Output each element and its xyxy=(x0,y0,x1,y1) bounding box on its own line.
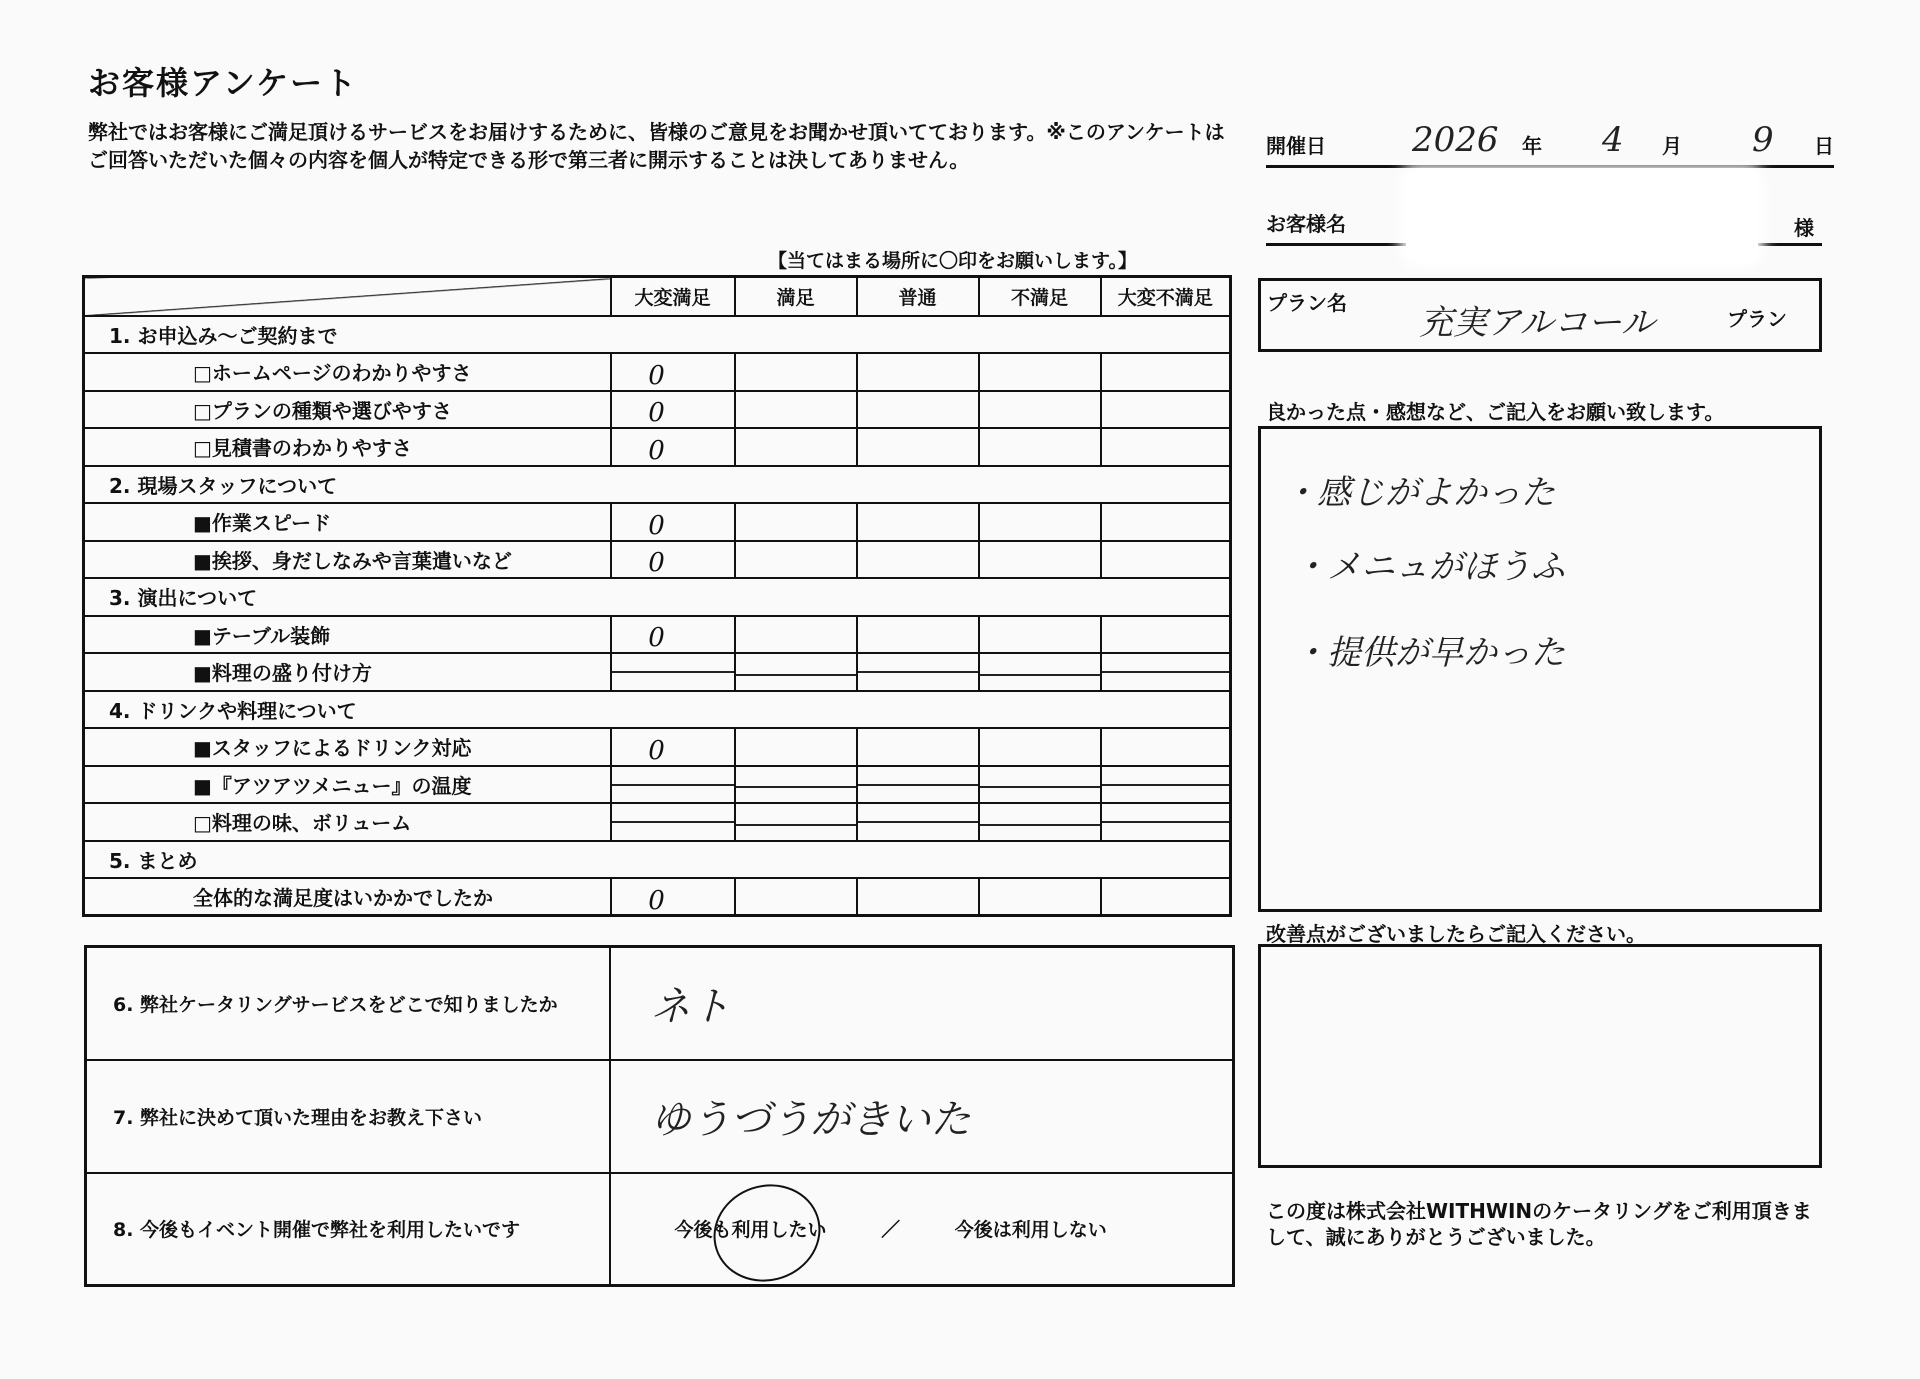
section-title: 3. 演出について xyxy=(84,578,1231,616)
item-label: ■作業スピード xyxy=(84,503,611,541)
rating-cell[interactable] xyxy=(979,766,1101,804)
questions-table xyxy=(84,945,1235,1287)
strike-line xyxy=(1102,671,1230,673)
event-day: 9 xyxy=(1752,120,1774,160)
rating-row xyxy=(84,878,1231,916)
section-title: 5. まとめ xyxy=(84,841,1231,879)
rating-cell[interactable] xyxy=(735,728,857,766)
redaction-block xyxy=(1406,170,1758,262)
event-month: 4 xyxy=(1602,120,1624,160)
column-header: 満足 xyxy=(735,277,857,316)
handwritten-mark: 0 xyxy=(648,735,665,766)
question-row-6 xyxy=(86,947,1234,1060)
rating-cell[interactable] xyxy=(735,766,857,804)
customer-suffix: 様 xyxy=(1794,216,1814,240)
rating-cell[interactable] xyxy=(611,391,735,429)
item-label: □プランの種類や選びやすさ xyxy=(84,391,611,429)
rating-cell[interactable] xyxy=(857,728,979,766)
item-label: ■スタッフによるドリンク対応 xyxy=(84,728,611,766)
plan-box xyxy=(1258,278,1822,352)
item-label: ■『アツアツメニュー』の温度 xyxy=(84,766,611,804)
rating-cell[interactable] xyxy=(611,503,735,541)
rating-cell[interactable] xyxy=(611,728,735,766)
rating-row xyxy=(84,391,1231,429)
survey-title: お客様アンケート xyxy=(88,64,359,102)
rating-cell[interactable] xyxy=(611,353,735,391)
rating-cell[interactable] xyxy=(979,653,1101,691)
month-unit: 月 xyxy=(1662,134,1682,158)
rating-cell[interactable] xyxy=(979,728,1101,766)
rating-cell[interactable] xyxy=(735,878,857,916)
rating-cell[interactable] xyxy=(857,766,979,804)
rating-cell[interactable] xyxy=(1101,728,1231,766)
rating-cell[interactable] xyxy=(735,391,857,429)
rating-row xyxy=(84,728,1231,766)
option-yes[interactable]: 今後も利用したい xyxy=(674,1219,827,1242)
question-label: 8. 今後もイベント開催で弊社を利用したいです xyxy=(86,1173,610,1286)
rating-cell[interactable] xyxy=(857,428,979,466)
plan-value: 充実アルコール xyxy=(1419,303,1655,343)
handwritten-mark: 0 xyxy=(648,548,665,579)
customer-line xyxy=(1266,206,1822,246)
circle-mark xyxy=(700,1171,832,1296)
handwritten-answer: ネト xyxy=(650,983,731,1030)
rating-cell[interactable] xyxy=(857,653,979,691)
rating-cell[interactable] xyxy=(979,391,1101,429)
strike-line xyxy=(858,784,978,786)
instruction-text: 【当てはまる場所に〇印をお願いします。】 xyxy=(768,250,1137,272)
rating-cell[interactable] xyxy=(1101,391,1231,429)
rating-cell[interactable] xyxy=(857,353,979,391)
rating-cell[interactable] xyxy=(735,616,857,654)
strike-line xyxy=(736,824,856,826)
strike-line xyxy=(1102,784,1230,786)
improvements-label: 改善点がございましたらご記入ください。 xyxy=(1266,922,1646,946)
strike-line xyxy=(736,786,856,788)
rating-cell[interactable] xyxy=(611,803,735,841)
rating-cell[interactable] xyxy=(611,541,735,579)
answer-cell xyxy=(610,1173,1234,1286)
rating-cell[interactable] xyxy=(611,428,735,466)
section-row xyxy=(84,578,1231,616)
handwritten-answer: ゆうづうがきいた xyxy=(650,1096,971,1143)
rating-cell[interactable] xyxy=(1101,503,1231,541)
item-label: □料理の味、ボリューム xyxy=(84,803,611,841)
column-header: 普通 xyxy=(857,277,979,316)
answer-cell xyxy=(610,1060,1234,1173)
header-corner xyxy=(84,277,611,316)
rating-row xyxy=(84,503,1231,541)
rating-cell[interactable] xyxy=(1101,616,1231,654)
rating-cell[interactable] xyxy=(979,503,1101,541)
section-title: 4. ドリンクや料理について xyxy=(84,691,1231,729)
rating-cell[interactable] xyxy=(611,616,735,654)
rating-cell[interactable] xyxy=(979,428,1101,466)
option-no[interactable]: 今後は利用しない xyxy=(954,1219,1107,1242)
rating-cell[interactable] xyxy=(1101,766,1231,804)
rating-cell[interactable] xyxy=(979,878,1101,916)
rating-row xyxy=(84,428,1231,466)
good-points-label: 良かった点・感想など、ご記入をお願い致します。 xyxy=(1266,400,1725,424)
day-unit: 日 xyxy=(1814,134,1834,158)
rating-cell[interactable] xyxy=(735,653,857,691)
customer-label: お客様名 xyxy=(1266,212,1346,236)
handwritten-mark: 0 xyxy=(648,435,665,466)
strike-line xyxy=(612,671,734,673)
rating-cell[interactable] xyxy=(857,878,979,916)
handwritten-mark: 0 xyxy=(648,623,665,654)
rating-row xyxy=(84,653,1231,691)
column-header: 不満足 xyxy=(979,277,1101,316)
item-label: □ホームページのわかりやすさ xyxy=(84,353,611,391)
column-header: 大変満足 xyxy=(611,277,735,316)
rating-row xyxy=(84,616,1231,654)
question-row-8 xyxy=(86,1173,1234,1286)
rating-cell[interactable] xyxy=(857,803,979,841)
question-label: 6. 弊社ケータリングサービスをどこで知りましたか xyxy=(86,947,610,1060)
rating-cell[interactable] xyxy=(857,616,979,654)
rating-cell[interactable] xyxy=(1101,353,1231,391)
rating-cell[interactable] xyxy=(1101,878,1231,916)
good-point-line: ・感じがよかった xyxy=(1283,473,1555,513)
rating-cell[interactable] xyxy=(735,803,857,841)
rating-row xyxy=(84,766,1231,804)
strike-line xyxy=(980,786,1100,788)
event-date-line xyxy=(1266,120,1834,168)
rating-table xyxy=(82,275,1232,917)
rating-cell[interactable] xyxy=(857,503,979,541)
strike-line xyxy=(980,824,1100,826)
rating-cell[interactable] xyxy=(735,541,857,579)
section-row xyxy=(84,841,1231,879)
item-label: □見積書のわかりやすさ xyxy=(84,428,611,466)
item-label: ■挨拶、身だしなみや言葉遣いなど xyxy=(84,541,611,579)
item-label: ■料理の盛り付け方 xyxy=(84,653,611,691)
rating-cell[interactable] xyxy=(735,428,857,466)
answer-cell xyxy=(610,947,1234,1060)
handwritten-mark: 0 xyxy=(648,398,665,429)
plan-suffix: プラン xyxy=(1727,307,1787,331)
rating-row xyxy=(84,803,1231,841)
strike-line xyxy=(1102,821,1230,823)
rating-cell[interactable] xyxy=(979,353,1101,391)
option-yes-wrap xyxy=(675,1215,827,1242)
rating-cell[interactable] xyxy=(979,803,1101,841)
rating-cell[interactable] xyxy=(1101,541,1231,579)
rating-cell[interactable] xyxy=(857,391,979,429)
item-label: ■テーブル装飾 xyxy=(84,616,611,654)
rating-cell[interactable] xyxy=(1101,653,1231,691)
rating-cell[interactable] xyxy=(979,541,1101,579)
section-row xyxy=(84,466,1231,504)
strike-line xyxy=(858,821,978,823)
section-row xyxy=(84,316,1231,354)
strike-line xyxy=(612,821,734,823)
strike-line xyxy=(858,671,978,673)
improvements-box xyxy=(1258,944,1822,1168)
plan-label: プラン名 xyxy=(1267,291,1347,315)
rating-row xyxy=(84,353,1231,391)
rating-cell[interactable] xyxy=(1101,428,1231,466)
rating-cell[interactable] xyxy=(611,878,735,916)
handwritten-mark: 0 xyxy=(648,510,665,541)
rating-cell[interactable] xyxy=(735,503,857,541)
section-title: 2. 現場スタッフについて xyxy=(84,466,1231,504)
handwritten-mark: 0 xyxy=(648,360,665,391)
strike-line xyxy=(736,674,856,676)
intro-text: 弊社ではお客様にご満足頂けるサービスをお届けするために、皆様のご意見をお聞かせ頂いてております。※このアンケートはご回答いただいた個々の内容を個人が特定できる形で第三者に開示することは決してありません。 xyxy=(88,120,1225,172)
question-label: 7. 弊社に決めて頂いた理由をお教え下さい xyxy=(86,1060,610,1173)
good-point-line: ・提供が早かった xyxy=(1293,633,1565,673)
good-point-line: ・メニュがほうふ xyxy=(1293,547,1565,587)
rating-header-row xyxy=(84,277,1231,316)
event-date-label: 開催日 xyxy=(1266,134,1326,158)
rating-cell[interactable] xyxy=(735,353,857,391)
rating-cell[interactable] xyxy=(611,766,735,804)
rating-cell[interactable] xyxy=(1101,803,1231,841)
section-row xyxy=(84,691,1231,729)
strike-line xyxy=(612,784,734,786)
rating-cell[interactable] xyxy=(857,541,979,579)
strike-line xyxy=(980,674,1100,676)
year-unit: 年 xyxy=(1522,134,1542,158)
thanks-text: この度は株式会社WITHWINのケータリングをご利用頂きまして、誠にありがとうございました。 xyxy=(1266,1199,1812,1249)
section-title: 1. お申込み～ご契約まで xyxy=(84,316,1231,354)
option-separator: ／ xyxy=(881,1219,901,1242)
column-header: 大変不満足 xyxy=(1101,277,1231,316)
rating-row xyxy=(84,541,1231,579)
question-row-7 xyxy=(86,1060,1234,1173)
item-label: 全体的な満足度はいかかでしたか xyxy=(84,878,611,916)
handwritten-mark: 0 xyxy=(648,885,665,916)
good-points-box xyxy=(1258,426,1822,912)
rating-cell[interactable] xyxy=(979,616,1101,654)
event-year: 2026 xyxy=(1412,120,1499,160)
rating-cell[interactable] xyxy=(611,653,735,691)
